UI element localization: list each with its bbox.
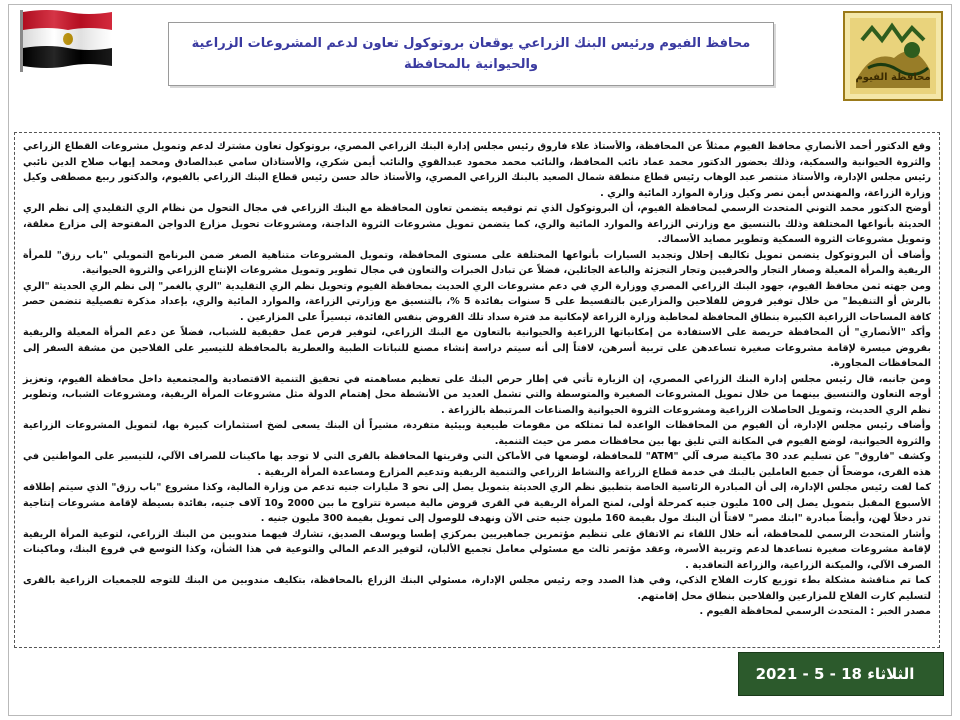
- headline-line-1: محافظ الفيوم ورئيس البنك الزراعي يوقعان بروتوكول تعاون لدعم المشروعات الزراعية: [191, 36, 751, 51]
- flag-pole: [20, 10, 23, 72]
- article-paragraph: وأشار المتحدث الرسمي للمحافظة، أنه خلال اللقاء تم الاتفاق على تنظيم مؤتمرين جماهيريين بمركزي إطسا ويوسف الصديق، تشارك فيهما مندوبين من البنك الزراعي، لتوعية المرأة الريفية لإقامة مشروعات صغيرة تساعدها لدعم وتربية الأسرة، وعقد مؤتمر ثالث مع مسئولي معامل تجميع الألبان، لتوفير الدعم المالي والتوعية في هذا الشأن، وكذا التوسع في فروع البنك، وماكينات الصرف الآلي، والميكنة الزراعية، والزراعة التعاقدية .: [23, 528, 931, 571]
- date-bar: [738, 652, 944, 696]
- article-paragraph: أوضح الدكتور محمد التوني المتحدث الرسمي لمحافظة الفيوم، أن البروتوكول الذي تم توقيعه يتضمن تعاون المحافظة مع البنك الزراعي في مجال التحول من نظام الري التقليدي إلى نظم الري الحديثة بأنواعها المختلفة وذلك بالتنسيق مع وزارتي الزراعة والموارد المائية والري، كما يتضمن تمويل مشروعات الثروة الداجنة، ومشروعات تحويل مزارع الدواجن المفتوحة إلى مزارع مغلقة، وتمويل مشروعات الثروة السمكية وتطوير مصايد الأسماك.: [23, 203, 931, 245]
- date-text: الثلاثاء 18 - 5 - 2021: [755, 665, 915, 683]
- article-body: [23, 139, 931, 620]
- logo-label: محافظة الفيوم: [855, 72, 931, 83]
- egypt-flag: [18, 8, 114, 72]
- article-paragraph: ومن جهته ثمن محافظ الفيوم، جهود البنك الزراعي المصري ووزارة الري في دعم مشروعات الري الحديث بمحافظة الفيوم وتحويل نظم الري التقليدية "الري بالغمر" إلى نظم الري الحديثة "الري بالرش أو التنقيط" من خلال توفير قروض للفلاحين والمزارعين بالتقسيط على 5 سنوات بفائدة 5 %، بالتنسيق مع وزارتي الزراعة، والموارد المائية والري، بإعداد مذكرة تفصيلية تتضمن حصر كافة المساحات الزراعية الكبيرة بنطاق المحافظة لمخاطبة وزارة الزراعة لإمكانية مد فترة سداد تلك القروض بنفس الفائدة، تيسيراً على المزارعين .: [23, 280, 931, 323]
- article-paragraph: وكشف "فاروق" عن تسليم عدد 30 ماكينة صرف آلي "ATM" للمحافظة، لوضعها في الأماكن التي وقريتها المحافظة بالقرى التي لا توجد بها ماكينات للصراف الآلي، للتيسير على المواطنين في هذه القرى، موضحاً أن جميع العاملين بالبنك في خدمة قطاع الزراعة والنشاط الزراعي والتنمية الريفية وتدعيم المزارع ومساعدة المرأة الريفية .: [23, 451, 931, 478]
- article-source: مصدر الخبر : المتحدث الرسمي لمحافظة الفيوم .: [699, 606, 931, 617]
- article-paragraph: وأكد "الأنصاري" أن المحافظة حريصة على الاستفادة من إمكانياتها الزراعية والحيوانية بالتعاون مع البنك الزراعي، لتوفير فرص عمل حقيقية للشباب، فضلاً عن دعم المرأة المعيلة والريفية بقروض ميسرة لإقامة مشروعات صغيرة تساعدهن على تربية أسرهن، لافتاً إلى أنه سيتم دراسة إنشاء مصنع للنباتات الطبية والعطرية بالمحافظة للتيسير على الفلاحين من مشقة السفر إلى المحافظات المجاورة.: [23, 327, 931, 369]
- headline-box: [168, 22, 774, 86]
- article-paragraph: وقع الدكتور أحمد الأنصاري محافظ الفيوم ممثلاً عن المحافظة، والأستاذ علاء فاروق رئيس مجلس إدارة البنك الزراعي المصري، بروتوكول تعاون مشترك لدعم وتمويل مشروعات القطاع الزراعي والثروة الحيوانية والسمكية، وذلك بحضور الدكتور محمد عماد نائب المحافظ، والنائب محمد محمود عبدالقوي والنائب أيمن شكري، والأستاذان سامي عبدالصادق ومحمد إيهاب صلاح الدين نائبي رئيس مجلس الإدارة، والأستاذ منتصر عبد الوهاب رئيس قطاع منطقة شمال الصعيد بالبنك الزراعي المصري، والأستاذ خالد حسن رئيس قطاع البنك الزراعي بالفيوم، والدكتور ربيع مصطفى وكيل وزارة الزراعة، والمهندس أيمن نصر وكيل وزارة الموارد المائية والري .: [23, 141, 931, 199]
- article-box: [14, 132, 940, 648]
- article-paragraph: وأضاف رئيس مجلس الإدارة، أن الفيوم من المحافظات الواعدة لما تمتلكه من مقومات طبيعية وبيئية متفردة، مشيراً أن البنك يسعى لضخ استثمارات كبيرة بها، لتمويل المشروعات الزراعية والثروة الحيوانية، لوضع الفيوم في المكانة التي تليق بها بين محافظات مصر من حيث التنمية.: [23, 420, 931, 447]
- article-paragraph: كما تم مناقشة مشكلة بطء توزيع كارت الفلاح الذكي، وفي هذا الصدد وجه رئيس مجلس الإدارة، مسئولي البنك الزراع بالمحافظة، بتكليف مندوبين من البنك للتوجه للجمعيات الزراعية بالقرى لتسليم كارت الفلاح للمزارعين والفلاحين بنطاق محل إقامتهم.: [23, 575, 931, 602]
- article-paragraph: وأضاف أن البروتوكول يتضمن تمويل تكاليف إحلال وتجديد السيارات بأنواعها المختلفة على مستوى المحافظة، وتمويل المشروعات متناهية الصغر ضمن البرنامج التمويلي "باب رزق" للمرأة الريفية والمرأة المعيلة وصغار التجار والحرفيين وتجار التجزئة والباعة الجائلين، فضلاً عن تبادل الخبرات والتعاون في مجال تطوير وتمويل مشروعات الإنتاج الزراعي والثروة الحيوانية.: [23, 249, 931, 276]
- article-paragraph: كما لفت رئيس مجلس الإدارة، إلى أن المبادرة الرئاسية الخاصة بتطبيق نظم الري الحديثة بتمويل يصل إلى نحو 3 مليارات جنيه تدعم من وزارة المالية، وكذا مشروع "باب رزق" الذي سيتم إطلاقه الأسبوع المقبل بتمويل يصل إلى 100 مليون جنيه كمرحلة أولى، لمنح المرأة الريفية في القرى قروض مالية ميسرة تتراوح ما بين 2000 و10 آلاف جنيه، بفائدة بسيطة لإقامة مشروعات إنتاجية تدر دخلاً لهن، وأيضاً مبادرة "ابنك مصر" لافتاً أن البنك مول بقيمة 160 مليون جنيه حتى الآن ونهدف للوصول إلى تمويل بقيمة 300 مليون جنيه .: [23, 482, 931, 524]
- fayoum-governorate-logo: [842, 10, 944, 102]
- headline-line-2: والحيوانية بالمحافظة: [404, 57, 538, 72]
- headline: [179, 33, 763, 75]
- article-paragraph: ومن جانبه، قال رئيس مجلس إدارة البنك الزراعي المصري، إن الزيارة تأتي في إطار حرص البنك على تعظيم مساهمته في تحقيق التنمية الاقتصادية والمجتمعية داخل محافظة الفيوم، وتعزيز أوجه التعاون والتنسيق بينهما من خلال تمويل المشروعات الصغيرة والمتوسطة والتي تشمل العديد من الأنشطة محل إهتمام الدولة مثل مشروعات المرأة الريفية، ومشروعات الشباب، وتطوير نظم الري الحديث، وتمويل الحاصلات الزراعية ومشروعات الثروة الحيوانية والصناعات المرتبطة بالزراعة .: [23, 373, 931, 416]
